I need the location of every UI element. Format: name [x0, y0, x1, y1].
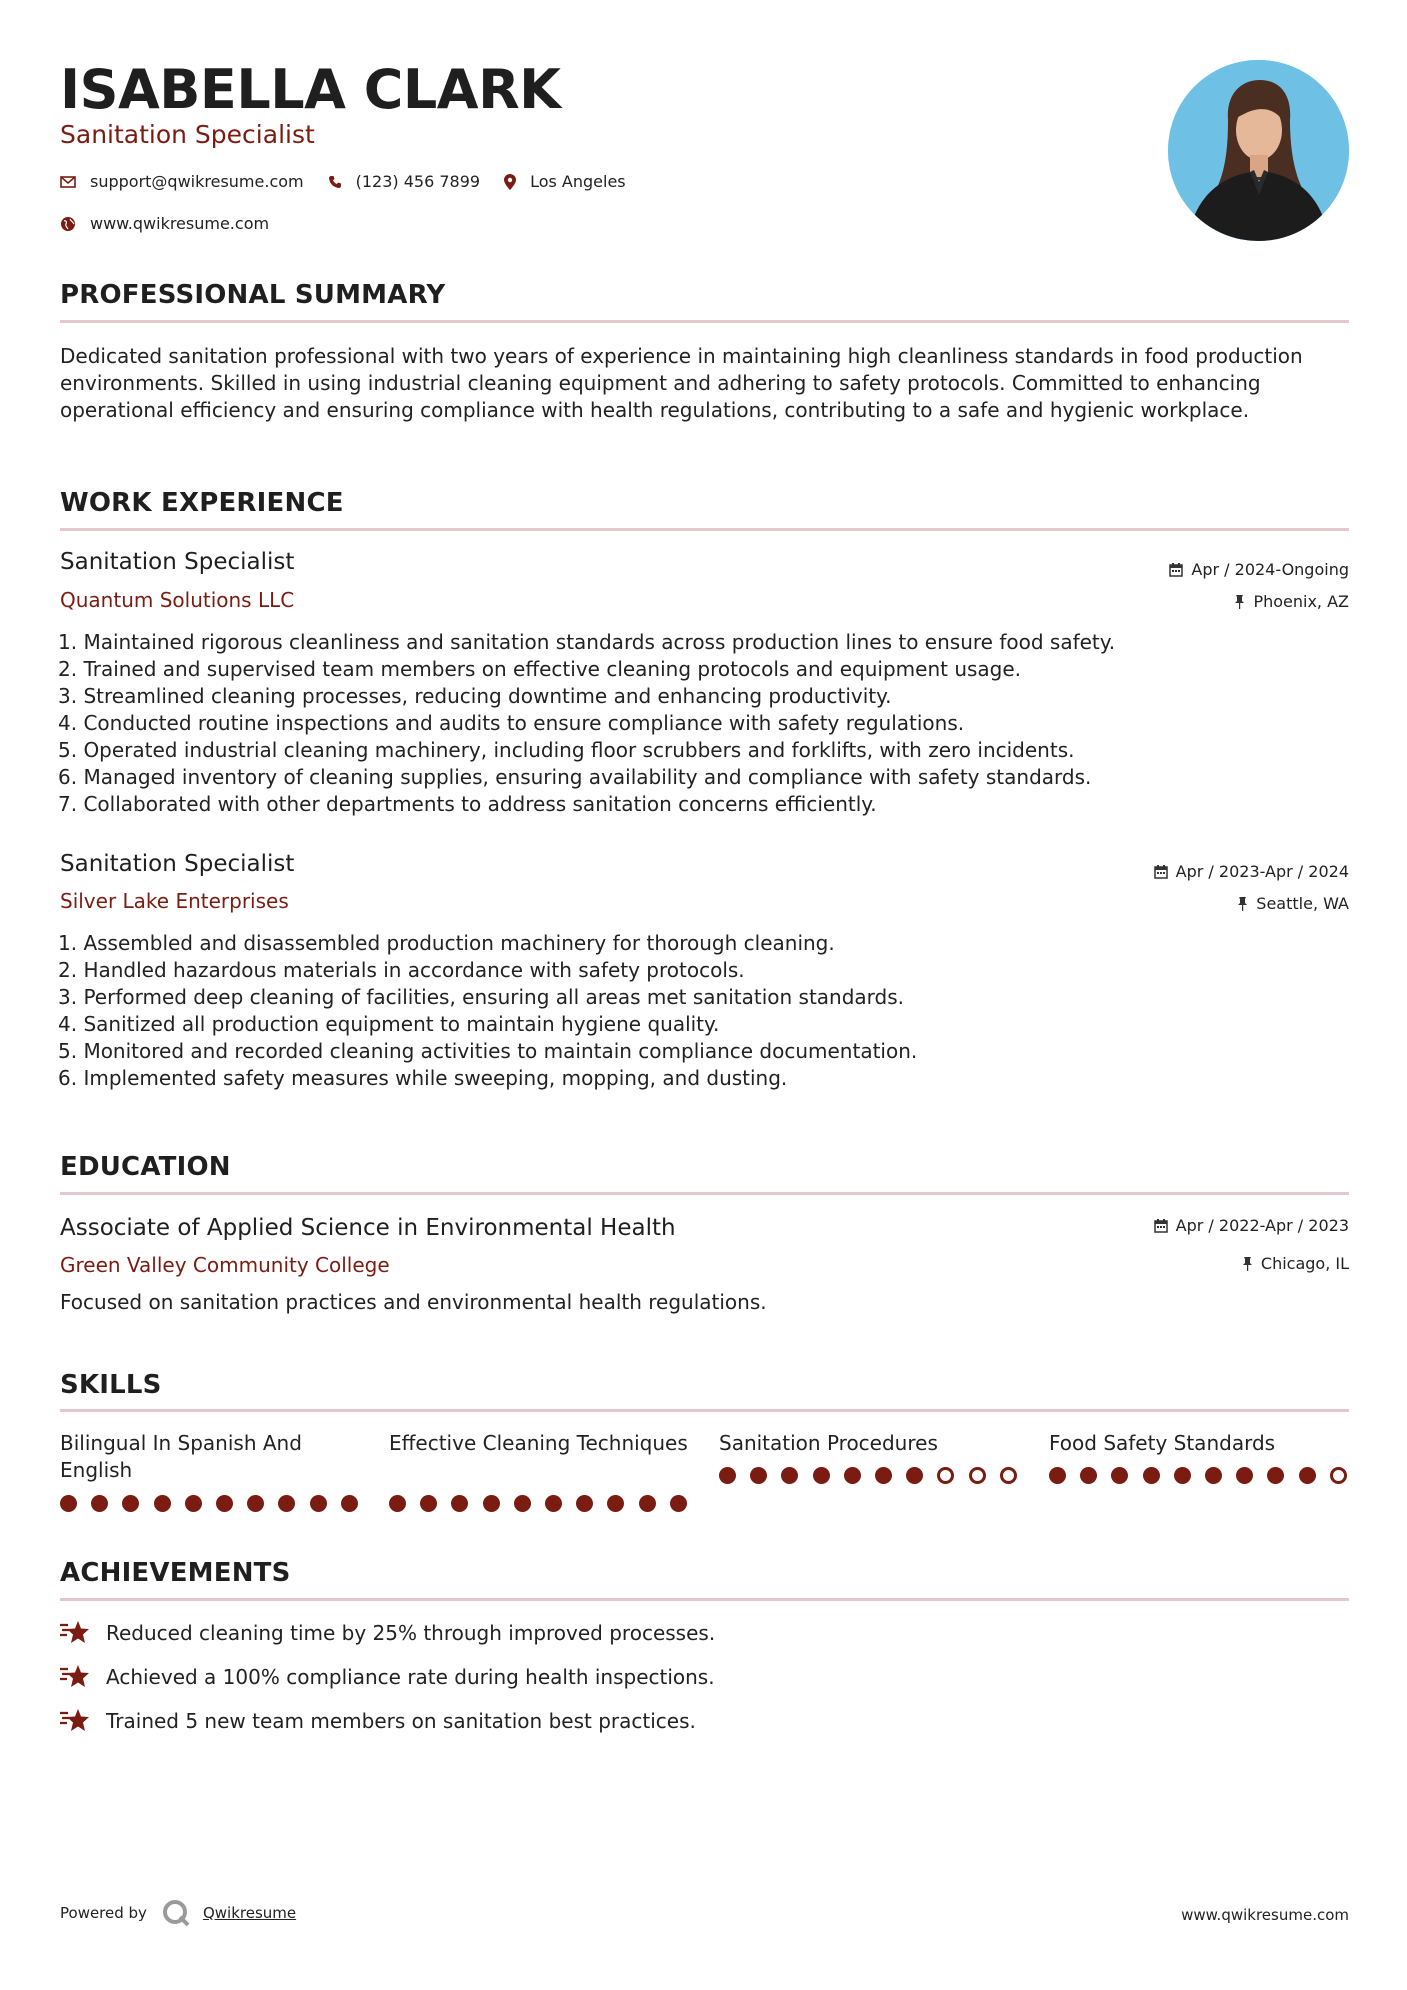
job-company: Silver Lake Enterprises [60, 889, 289, 913]
star-icon [60, 1620, 92, 1646]
profile-photo [1168, 60, 1349, 241]
rating-dot-filled [813, 1467, 830, 1484]
candidate-name: ISABELLA CLARK [60, 58, 561, 121]
rating-dot-filled [670, 1495, 687, 1512]
list-item: 6. Managed inventory of cleaning supplies, ensuring availability and compliance with safety standards. [58, 765, 1092, 789]
job-location-text: Seattle, WA [1256, 894, 1349, 913]
skill-rating [60, 1495, 372, 1512]
contact-website[interactable] [60, 214, 269, 233]
list-item: 2. Trained and supervised team members on effective cleaning protocols and equipment usage. [58, 657, 1022, 681]
job-dates-text: Apr / 2023-Apr / 2024 [1175, 862, 1349, 881]
pushpin-icon [1234, 594, 1245, 609]
rating-dot-filled [122, 1495, 139, 1512]
qwikresume-link[interactable]: Qwikresume [202, 1904, 297, 1922]
skill-item [719, 1430, 1019, 1457]
list-item: 4. Conducted routine inspections and audits to ensure compliance with safety regulations. [58, 711, 965, 735]
globe-icon [60, 216, 76, 232]
skill-rating [1049, 1467, 1361, 1484]
rating-dot-filled [1174, 1467, 1191, 1484]
skill-rating [389, 1495, 701, 1512]
rating-dot-filled [278, 1495, 295, 1512]
rating-dot-filled [750, 1467, 767, 1484]
rating-dot-filled [1049, 1467, 1066, 1484]
rating-dot-empty [969, 1467, 986, 1484]
education-location-text: Chicago, IL [1260, 1254, 1349, 1273]
list-item: 2. Handled hazardous materials in accordance with safety protocols. [58, 958, 745, 982]
achievement-text: Achieved a 100% compliance rate during health inspections. [106, 1665, 715, 1689]
list-item: 3. Performed deep cleaning of facilities, ensuring all areas met sanitation standards. [58, 985, 905, 1009]
skill-name: Bilingual In Spanish And English [60, 1431, 302, 1482]
rating-dot-filled [451, 1495, 468, 1512]
section-title-education: EDUCATION [60, 1152, 231, 1182]
achievement-item [60, 1708, 696, 1734]
job-location [1234, 592, 1349, 611]
rating-dot-filled [185, 1495, 202, 1512]
rating-dot-filled [91, 1495, 108, 1512]
rating-dot-filled [607, 1495, 624, 1512]
rating-dot-filled [1236, 1467, 1253, 1484]
skill-item [389, 1430, 689, 1457]
summary-text: Dedicated sanitation professional with two years of experience in maintaining high cleanliness standards in food production environments. Skilled in using industrial cleaning equipment and adhering to safety protocols. Committed to enhancing operational efficiency and ensuring compliance with health regulations, contributing to a safe and hygienic workplace. [60, 344, 1303, 422]
footer-website[interactable]: www.qwikresume.com [1181, 1906, 1349, 1924]
rating-dot-filled [906, 1467, 923, 1484]
list-item: 1. Assembled and disassembled production machinery for thorough cleaning. [58, 931, 835, 955]
candidate-title: Sanitation Specialist [60, 120, 315, 149]
website-text: www.qwikresume.com [90, 214, 270, 233]
pushpin-icon [1237, 896, 1248, 911]
achievement-text: Reduced cleaning time by 25% through improved processes. [106, 1621, 716, 1645]
rating-dot-filled [639, 1495, 656, 1512]
section-title-achievements: ACHIEVEMENTS [60, 1558, 291, 1588]
powered-by-text: Powered by [60, 1904, 147, 1922]
list-item: 7. Collaborated with other departments to address sanitation concerns efficiently. [58, 792, 877, 816]
rating-dot-filled [1299, 1467, 1316, 1484]
education-dates [1154, 1216, 1349, 1235]
section-title-experience: WORK EXPERIENCE [60, 488, 344, 518]
job-dates [1154, 862, 1349, 881]
skill-item [1049, 1430, 1349, 1457]
list-item: 6. Implemented safety measures while sweeping, mopping, and dusting. [58, 1066, 788, 1090]
skill-name: Effective Cleaning Techniques [389, 1431, 688, 1455]
location-text: Los Angeles [530, 172, 626, 191]
list-item: 5. Operated industrial cleaning machinery, including floor scrubbers and forklifts, with zero incidents. [58, 738, 1075, 762]
job-dates [1169, 560, 1349, 579]
contact-phone[interactable] [328, 172, 480, 191]
contact-location [504, 172, 626, 191]
rating-dot-filled [310, 1495, 327, 1512]
qwikresume-logo-icon [161, 1898, 191, 1928]
education-location [1242, 1254, 1349, 1273]
email-icon [60, 176, 76, 188]
section-divider [60, 320, 1349, 323]
star-icon [60, 1708, 92, 1734]
rating-dot-empty [937, 1467, 954, 1484]
job-dates-text: Apr / 2024-Ongoing [1191, 560, 1349, 579]
phone-icon [328, 175, 342, 189]
education-description: Focused on sanitation practices and environmental health regulations. [60, 1290, 767, 1314]
calendar-icon [1154, 864, 1168, 879]
section-divider [60, 1409, 1349, 1412]
education-degree: Associate of Applied Science in Environmental Health [60, 1215, 676, 1241]
rating-dot-filled [781, 1467, 798, 1484]
rating-dot-filled [514, 1495, 531, 1512]
rating-dot-filled [154, 1495, 171, 1512]
list-item: 4. Sanitized all production equipment to maintain hygiene quality. [58, 1012, 720, 1036]
calendar-icon [1154, 1218, 1168, 1233]
calendar-icon [1169, 562, 1183, 577]
section-title-summary: PROFESSIONAL SUMMARY [60, 280, 446, 310]
list-item: 5. Monitored and recorded cleaning activities to maintain compliance documentation. [58, 1039, 918, 1063]
job-company: Quantum Solutions LLC [60, 588, 295, 612]
contact-row-2 [60, 214, 293, 233]
footer-powered-by [60, 1898, 296, 1928]
contact-email[interactable] [60, 172, 304, 191]
location-pin-icon [504, 174, 516, 190]
job-location-text: Phoenix, AZ [1253, 592, 1349, 611]
rating-dot-filled [216, 1495, 233, 1512]
star-icon [60, 1664, 92, 1690]
rating-dot-filled [1205, 1467, 1222, 1484]
rating-dot-filled [341, 1495, 358, 1512]
rating-dot-empty [1330, 1467, 1347, 1484]
list-item: 1. Maintained rigorous cleanliness and sanitation standards across production lines to ensure food safety. [58, 630, 1116, 654]
job-title: Sanitation Specialist [60, 549, 295, 575]
rating-dot-filled [576, 1495, 593, 1512]
education-dates-text: Apr / 2022-Apr / 2023 [1175, 1216, 1349, 1235]
rating-dot-filled [844, 1467, 861, 1484]
phone-text: (123) 456 7899 [355, 172, 481, 191]
achievement-item [60, 1664, 715, 1690]
rating-dot-filled [389, 1495, 406, 1512]
section-title-skills: SKILLS [60, 1370, 162, 1400]
skill-item [60, 1430, 360, 1484]
rating-dot-empty [1000, 1467, 1017, 1484]
section-divider [60, 528, 1349, 531]
rating-dot-filled [719, 1467, 736, 1484]
email-text: support@qwikresume.com [90, 172, 304, 191]
job-bullets [58, 930, 1338, 1092]
rating-dot-filled [247, 1495, 264, 1512]
rating-dot-filled [1080, 1467, 1097, 1484]
skill-name: Sanitation Procedures [719, 1431, 938, 1455]
rating-dot-filled [545, 1495, 562, 1512]
job-title: Sanitation Specialist [60, 851, 295, 877]
achievement-text: Trained 5 new team members on sanitation best practices. [106, 1709, 696, 1733]
rating-dot-filled [420, 1495, 437, 1512]
skill-rating [719, 1467, 1031, 1484]
section-divider [60, 1598, 1349, 1601]
list-item: 3. Streamlined cleaning processes, reducing downtime and enhancing productivity. [58, 684, 892, 708]
skill-name: Food Safety Standards [1049, 1431, 1276, 1455]
rating-dot-filled [1111, 1467, 1128, 1484]
rating-dot-filled [1143, 1467, 1160, 1484]
job-bullets [58, 629, 1338, 818]
rating-dot-filled [483, 1495, 500, 1512]
pushpin-icon [1242, 1256, 1253, 1271]
section-divider [60, 1192, 1349, 1195]
job-location [1237, 894, 1349, 913]
education-school: Green Valley Community College [60, 1253, 390, 1277]
rating-dot-filled [60, 1495, 77, 1512]
contact-row [60, 172, 650, 191]
achievement-item [60, 1620, 715, 1646]
rating-dot-filled [1267, 1467, 1284, 1484]
rating-dot-filled [875, 1467, 892, 1484]
